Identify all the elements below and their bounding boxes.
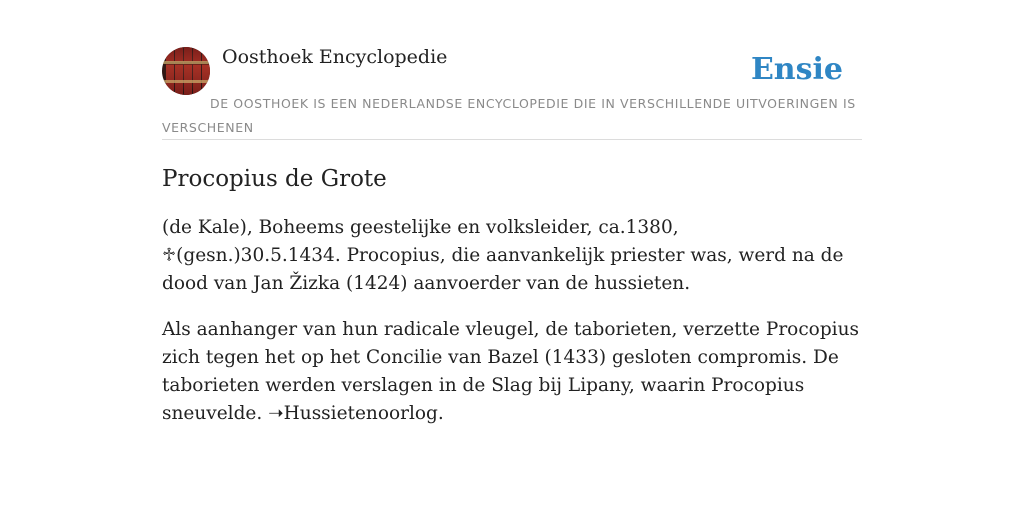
article-card [162,44,862,428]
site-tagline: DE OOSTHOEK IS EEN NEDERLANDSE ENCYCLOPEDIE DIE IN VERSCHILLENDE UITVOERINGEN IS VERSCHENEN [162,96,856,135]
article-title: Procopius de Grote [162,166,387,192]
article-paragraph: (de Kale), Boheems geestelijke en volksleider, ca.1380, ♱(gesn.)30.5.1434. Procopius, die aanvankelijk priester was, werd na de dood van Jan Žizka (1424) aanvoerder van de hussieten. [162,217,844,294]
site-name[interactable]: Oosthoek Encyclopedie [222,46,448,68]
brand-logo[interactable]: Ensie [750,52,843,87]
header [162,44,862,140]
encyclopedia-books-icon[interactable] [162,47,210,95]
article-paragraph: Als aanhanger van hun radicale vleugel, de taborieten, verzette Procopius zich tegen het op het Concilie van Bazel (1433) gesloten compromis. De taborieten werden verslagen in de Slag bij Lipany, waarin Procopius sneuvelde. ➝Hussietenoorlog. [162,319,859,424]
